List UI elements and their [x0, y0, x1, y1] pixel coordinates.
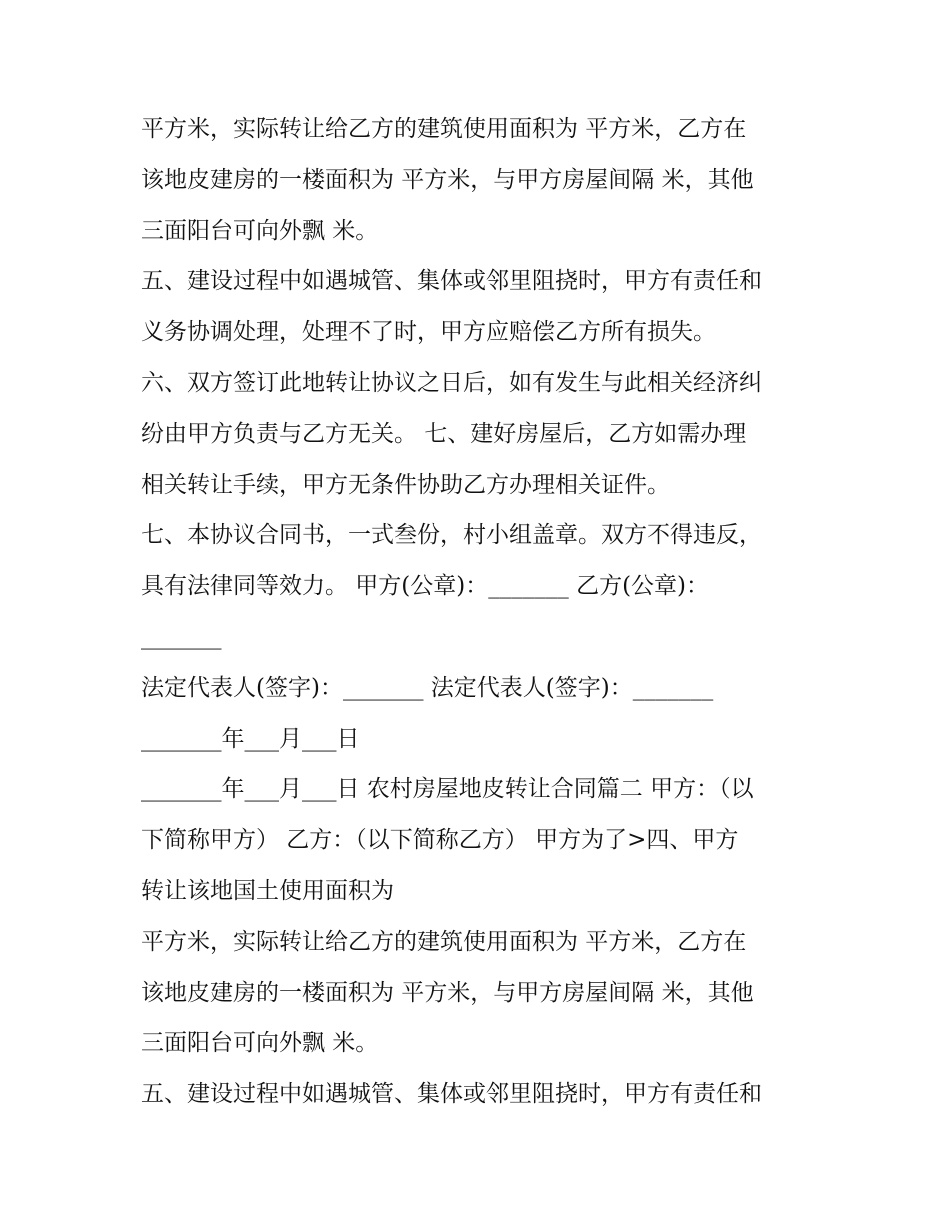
text-line: 三面阳台可向外飘 米。	[141, 217, 379, 244]
text-line: 该地皮建房的一楼面积为 平方米，与甲方房屋间隔 米，其他	[141, 979, 754, 1006]
text-line: 三面阳台可向外飘 米。	[141, 1030, 379, 1057]
signature-line: 法定代表人(签字)：_______ 法定代表人(签字)：_______	[141, 674, 714, 701]
text-line: 平方米，实际转让给乙方的建筑使用面积为 平方米，乙方在	[141, 928, 747, 955]
date-line: _______年___月___日	[141, 725, 360, 752]
text-line: 平方米，实际转让给乙方的建筑使用面积为 平方米，乙方在	[141, 116, 747, 142]
text-line: 五、建设过程中如遇城管、集体或邻里阻挠时，甲方有责任和	[141, 268, 762, 295]
document-body	[141, 104, 821, 1120]
text-line: 六、双方签订此地转让协议之日后，如有发生与此相关经济纠	[141, 369, 762, 396]
text-line: 五、建设过程中如遇城管、集体或邻里阻挠时，甲方有责任和	[141, 1081, 762, 1108]
text-line: 该地皮建房的一楼面积为 平方米，与甲方房屋间隔 米，其他	[141, 166, 754, 193]
text-line: 义务协调处理，处理不了时，甲方应赔偿乙方所有损失。	[141, 319, 716, 346]
signature-blank: _______	[141, 623, 222, 650]
text-line: _______年___月___日 农村房屋地皮转让合同篇二 甲方：（以	[141, 776, 754, 803]
text-line: 下简称甲方） 乙方：（以下简称乙方） 甲方为了>四、甲方	[141, 827, 739, 854]
text-line: 七、本协议合同书，一式叁份，村小组盖章。双方不得违反，	[141, 522, 762, 549]
text-line: 纷由甲方负责与乙方无关。 七、建好房屋后，乙方如需办理	[141, 420, 747, 447]
text-line: 转让该地国土使用面积为	[141, 877, 394, 904]
text-line: 相关转让手续，甲方无条件协助乙方办理相关证件。	[141, 471, 670, 498]
text-line: 具有法律同等效力。 甲方(公章)：_______ 乙方(公章)：	[141, 573, 710, 600]
